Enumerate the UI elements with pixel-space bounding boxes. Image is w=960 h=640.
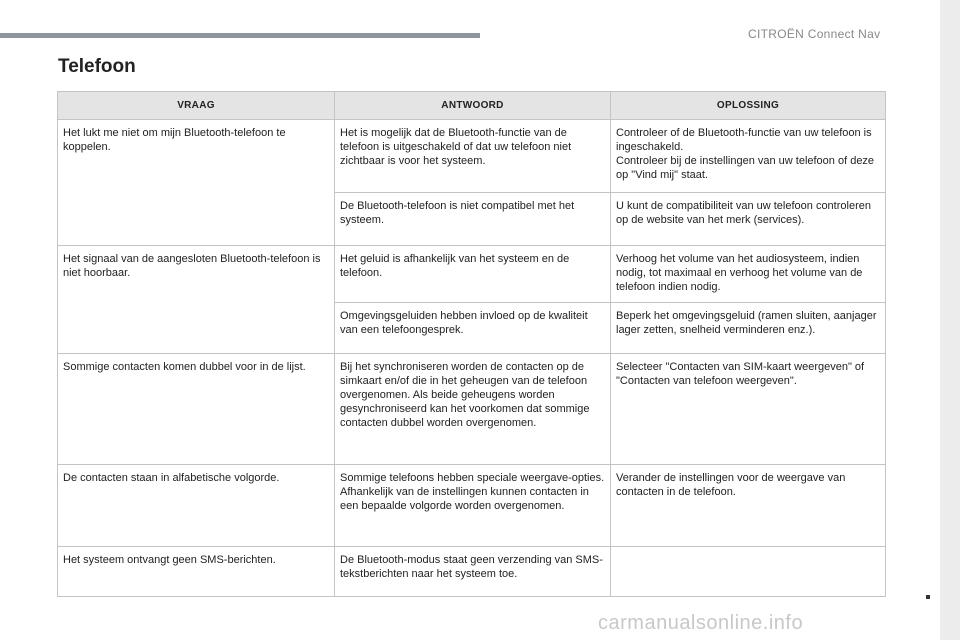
question-cell: Het lukt me niet om mijn Bluetooth-telefoon te koppelen. [58,120,335,246]
page-title: Telefoon [58,56,136,77]
question-cell: De contacten staan in alfabetische volgorde. [58,465,335,547]
solution-cell [611,547,886,597]
column-header-solution: OPLOSSING [611,92,886,120]
answer-cell: De Bluetooth-modus staat geen verzending van SMS-tekstberichten naar het systeem toe. [335,547,611,597]
solution-cell: U kunt de compatibiliteit van uw telefoon controleren op de website van het merk (services). [611,193,886,246]
solution-cell: Verander de instellingen voor de weergave van contacten in de telefoon. [611,465,886,547]
answer-cell: Het is mogelijk dat de Bluetooth-functie van de telefoon is uitgeschakeld of dat uw telefoon niet zichtbaar is voor het systeem. [335,120,611,193]
solution-cell: Beperk het omgevingsgeluid (ramen sluiten, aanjager lager zetten, snelheid verminderen enz.). [611,303,886,354]
solution-cell: Controleer of de Bluetooth-functie van uw telefoon is ingeschakeld. Controleer bij de instellingen van uw telefoon of deze op "Vind mij" staat. [611,120,886,193]
answer-cell: Omgevingsgeluiden hebben invloed op de kwaliteit van een telefoongesprek. [335,303,611,354]
watermark: carmanualsonline.info [598,612,804,634]
table-row [58,120,886,193]
running-head: CITROËN Connect Nav [748,27,881,41]
answer-cell: Sommige telefoons hebben speciale weergave-opties. Afhankelijk van de instellingen kunnen contacten in een bepaalde volgorde worden overgenomen. [335,465,611,547]
solution-cell: Verhoog het volume van het audiosysteem, indien nodig, tot maximaal en verhoog het volume van de telefoon indien nodig. [611,246,886,303]
table-row [58,465,886,547]
table-row [58,354,886,465]
page-edge-band [940,0,960,640]
answer-cell: Het geluid is afhankelijk van het systeem en de telefoon. [335,246,611,303]
column-header-answer: ANTWOORD [335,92,611,120]
question-cell: Het signaal van de aangesloten Bluetooth-telefoon is niet hoorbaar. [58,246,335,354]
table-header-row [58,92,886,120]
troubleshooting-table [57,91,886,597]
solution-cell: Selecteer "Contacten van SIM-kaart weergeven" of "Contacten van telefoon weergeven". [611,354,886,465]
table-row [58,246,886,303]
band-marker [926,595,930,599]
question-cell: Het systeem ontvangt geen SMS-berichten. [58,547,335,597]
top-rule [0,33,480,38]
answer-cell: Bij het synchroniseren worden de contacten op de simkaart en/of die in het geheugen van de telefoon overgenomen. Als beide geheugens worden gesynchroniseerd kan het voorkomen dat sommige contacten dubbel worden overgenomen. [335,354,611,465]
column-header-question: VRAAG [58,92,335,120]
question-cell: Sommige contacten komen dubbel voor in de lijst. [58,354,335,465]
answer-cell: De Bluetooth-telefoon is niet compatibel met het systeem. [335,193,611,246]
page-number: 41 [918,606,933,621]
table-row [58,547,886,597]
